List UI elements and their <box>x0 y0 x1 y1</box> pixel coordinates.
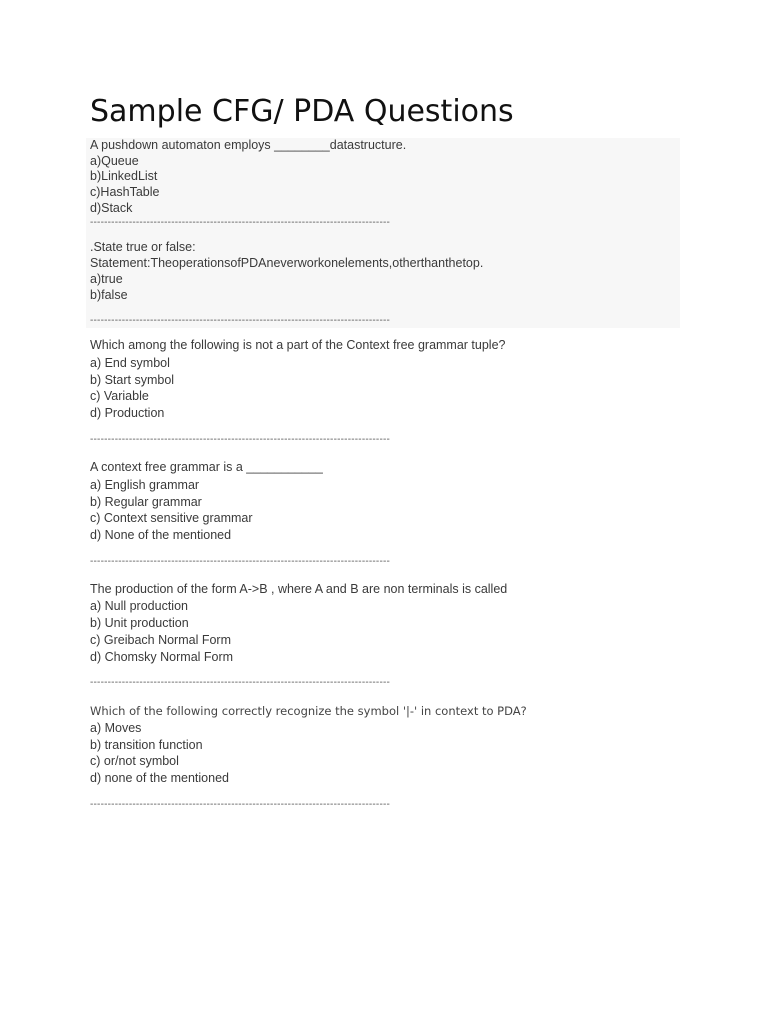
question-5-option-d: d) Chomsky Normal Form <box>90 650 234 664</box>
highlight-background <box>86 138 680 328</box>
question-3-option-b: b) Start symbol <box>90 373 175 387</box>
question-5-option-a: a) Null production <box>90 599 188 613</box>
question-3-option-a: a) End symbol <box>90 356 170 370</box>
question-3-option-d: d) Production <box>90 406 165 420</box>
question-2-option-b: b)false <box>90 288 128 302</box>
question-2-text: .State true or false: <box>90 240 196 254</box>
separator: ------------------------------------------------------------------------------------- <box>90 677 391 688</box>
separator: ------------------------------------------------------------------------------------- <box>90 556 391 567</box>
question-1-option-b: b)LinkedList <box>90 169 158 183</box>
question-6-option-c: c) or/not symbol <box>90 754 179 768</box>
question-1-option-d: d)Stack <box>90 201 133 215</box>
question-1-option-a: a)Queue <box>90 154 139 168</box>
question-6-option-a: a) Moves <box>90 721 142 735</box>
question-4-option-a: a) English grammar <box>90 478 200 492</box>
question-4-text: A context free grammar is a ___________ <box>90 460 323 474</box>
question-1-option-c: c)HashTable <box>90 185 160 199</box>
separator: ------------------------------------------------------------------------------------- <box>90 434 391 445</box>
separator: ------------------------------------------------------------------------------------- <box>90 799 391 810</box>
question-2-option-a: a)true <box>90 272 123 286</box>
question-5-text: The production of the form A->B , where A and B are non terminals is called <box>90 582 508 596</box>
question-3-option-c: c) Variable <box>90 389 149 403</box>
question-5-option-b: b) Unit production <box>90 616 189 630</box>
question-4-option-d: d) None of the mentioned <box>90 528 232 542</box>
question-3-text: Which among the following is not a part of the Context free grammar tuple? <box>90 338 506 352</box>
question-4-option-b: b) Regular grammar <box>90 495 202 509</box>
separator: ------------------------------------------------------------------------------------- <box>90 217 391 228</box>
question-6-text: Which of the following correctly recognize the symbol '|-' in context to PDA? <box>90 704 527 718</box>
question-2-statement: Statement:TheoperationsofPDAneverworkonelements,otherthanthetop. <box>90 256 484 270</box>
question-6-option-d: d) none of the mentioned <box>90 771 229 785</box>
question-4-option-c: c) Context sensitive grammar <box>90 511 253 525</box>
question-1-text: A pushdown automaton employs ________datastructure. <box>90 138 407 152</box>
question-6-option-b: b) transition function <box>90 738 203 752</box>
question-5-option-c: c) Greibach Normal Form <box>90 633 231 647</box>
separator: ------------------------------------------------------------------------------------- <box>90 315 391 326</box>
page-title: Sample CFG/ PDA Questions <box>90 94 514 129</box>
